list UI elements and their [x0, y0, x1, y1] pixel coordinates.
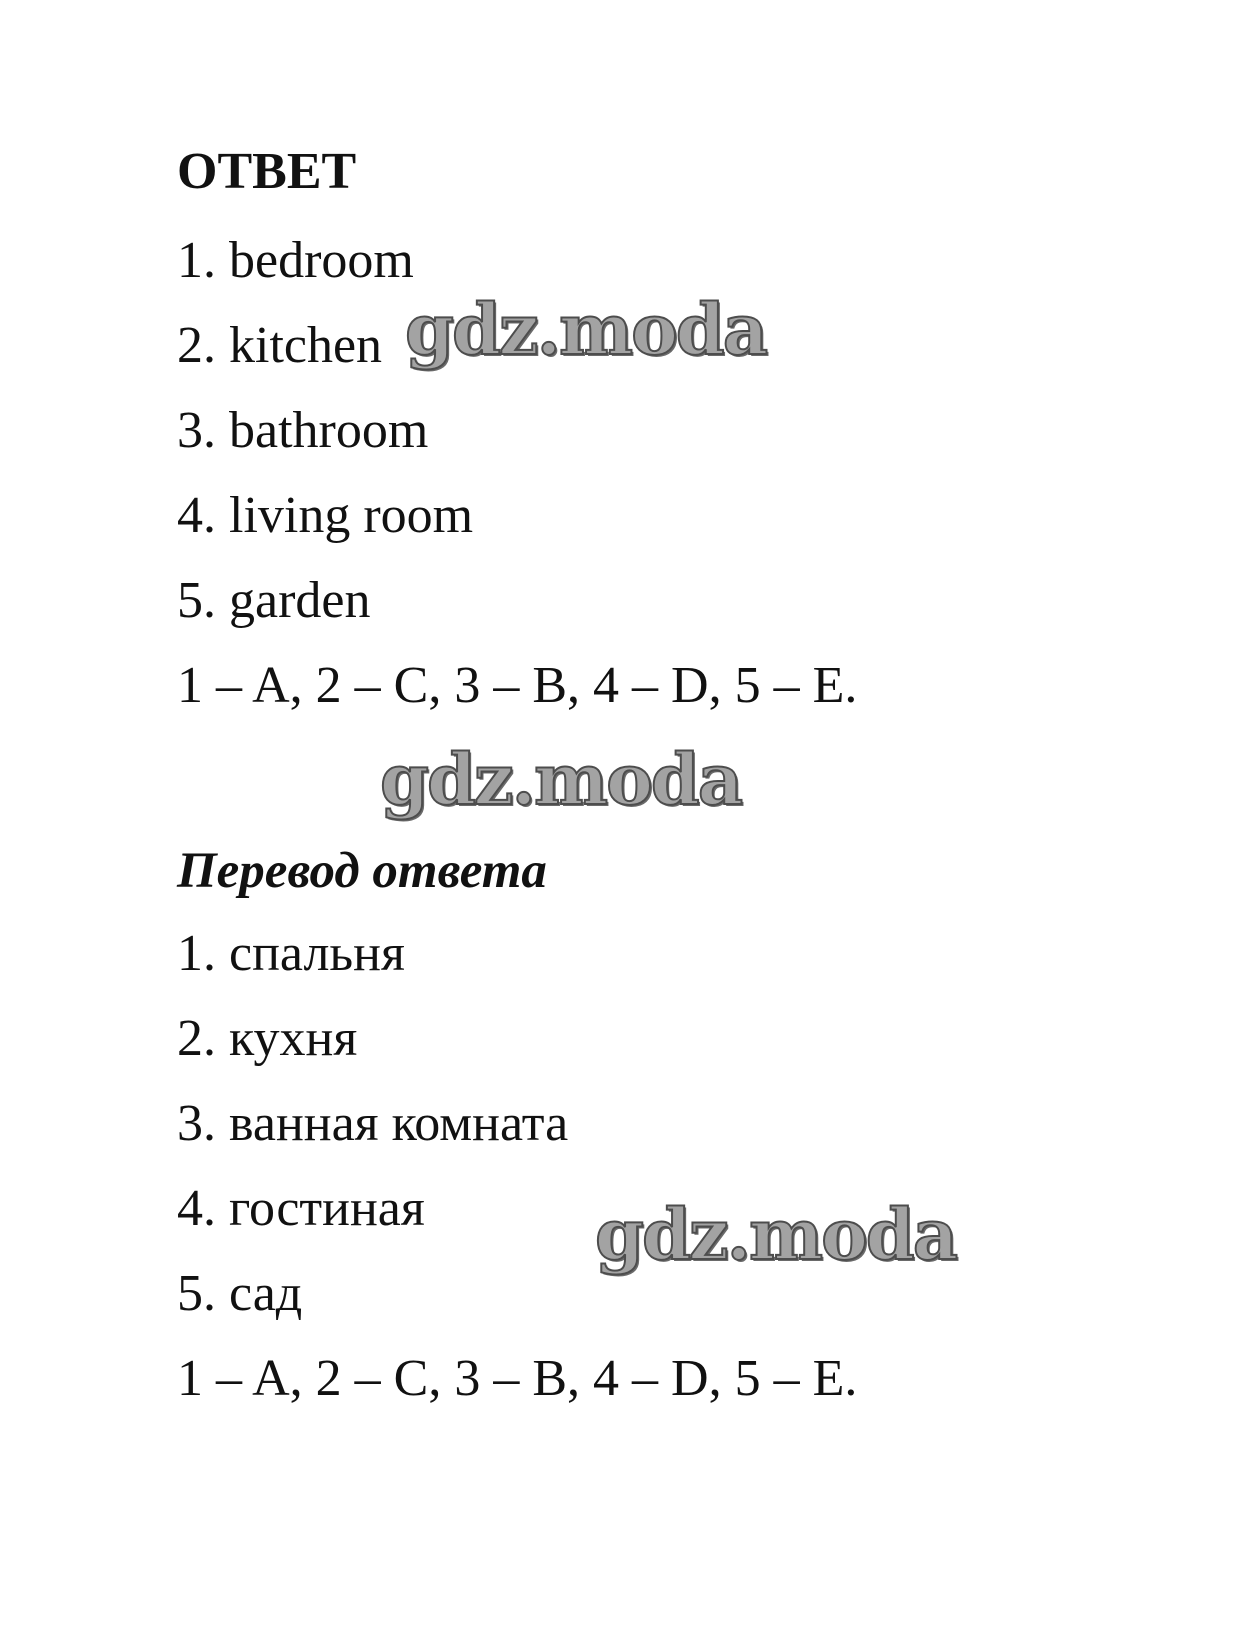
translation-item-1: 1. спальня	[177, 925, 405, 982]
translation-item-2: 2. кухня	[177, 1010, 358, 1067]
translation-item-4: 4. гостиная	[177, 1180, 425, 1237]
answer-item-4: 4. living room	[177, 487, 474, 544]
watermark-logo: gdz.moda	[595, 1193, 957, 1276]
translation-matching: 1 – A, 2 – C, 3 – B, 4 – D, 5 – E.	[177, 1350, 858, 1407]
answer-heading: ОТВЕТ	[177, 143, 357, 200]
answer-item-1: 1. bedroom	[177, 232, 414, 289]
answer-item-3: 3. bathroom	[177, 402, 429, 459]
answer-matching: 1 – A, 2 – C, 3 – B, 4 – D, 5 – E.	[177, 657, 858, 714]
answer-item-5: 5. garden	[177, 572, 371, 629]
answer-item-2: 2. kitchen	[177, 317, 383, 374]
watermark-logo: gdz.moda	[405, 288, 767, 371]
watermark-logo: gdz.moda	[380, 738, 742, 821]
translation-heading: Перевод ответа	[177, 843, 547, 899]
translation-item-5: 5. сад	[177, 1265, 303, 1322]
translation-item-3: 3. ванная комната	[177, 1095, 569, 1152]
